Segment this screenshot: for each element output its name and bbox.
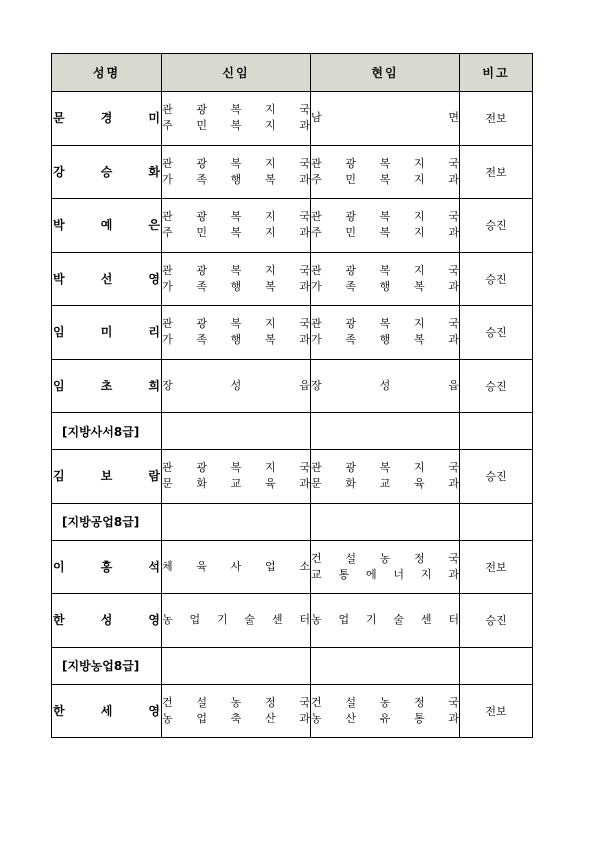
new-post-cell-line-1: 관 광 복 지 국 bbox=[162, 461, 310, 475]
table-row bbox=[52, 145, 533, 199]
new-post-cell-line-2: 가 족 행 복 과 bbox=[162, 279, 310, 293]
section-label: [지방공업8급] bbox=[52, 503, 162, 540]
current-post-cell bbox=[311, 92, 460, 146]
new-post-cell-line-1: 관 광 복 지 국 bbox=[162, 263, 310, 277]
person-name bbox=[52, 594, 162, 648]
new-post-cell-line-1: 건 설 농 정 국 bbox=[162, 695, 310, 709]
current-post-cell-line-2: 가 족 행 복 과 bbox=[311, 279, 459, 293]
note-cell: 승진 bbox=[460, 199, 533, 253]
new-post-cell-line-1: 장 성 읍 bbox=[162, 378, 310, 392]
new-post-cell-line-2: 문 화 교 육 과 bbox=[162, 477, 310, 491]
current-post-cell-line-1: 관 광 복 지 국 bbox=[311, 263, 459, 277]
note-cell: 전보 bbox=[460, 684, 533, 738]
person-name-text: 이 홍 석 bbox=[53, 559, 160, 574]
table-row bbox=[52, 540, 533, 594]
person-name-text: 한 성 영 bbox=[53, 613, 160, 628]
current-post-cell bbox=[311, 594, 460, 648]
section-row bbox=[52, 413, 533, 450]
person-name bbox=[52, 306, 162, 360]
person-name-text: 임 미 리 bbox=[53, 325, 160, 340]
personnel-table bbox=[51, 53, 533, 738]
current-post-cell-line-1: 관 광 복 지 국 bbox=[311, 156, 459, 170]
person-name-text: 박 예 은 bbox=[53, 218, 160, 233]
table-row bbox=[52, 252, 533, 306]
note-cell: 전보 bbox=[460, 92, 533, 146]
person-name bbox=[52, 252, 162, 306]
current-post-cell-line-2: 교 통 에 너 지 과 bbox=[311, 567, 459, 581]
person-name bbox=[52, 199, 162, 253]
current-post-cell-line-2: 주 민 복 지 과 bbox=[311, 172, 459, 186]
section-row bbox=[52, 647, 533, 684]
new-post-cell-line-1: 관 광 복 지 국 bbox=[162, 317, 310, 331]
new-post-cell-line-1: 농 업 기 술 센 터 bbox=[162, 613, 310, 627]
empty-cell bbox=[162, 413, 311, 450]
new-post-cell bbox=[162, 684, 311, 738]
note-cell: 전보 bbox=[460, 540, 533, 594]
table-row bbox=[52, 684, 533, 738]
table-row bbox=[52, 306, 533, 360]
new-post-cell-line-1: 관 광 복 지 국 bbox=[162, 156, 310, 170]
table-row bbox=[52, 92, 533, 146]
new-post-cell bbox=[162, 92, 311, 146]
current-post-cell-line-2: 농 산 유 통 과 bbox=[311, 711, 459, 725]
new-post-cell-line-2: 가 족 행 복 과 bbox=[162, 333, 310, 347]
table-row bbox=[52, 359, 533, 413]
person-name-text: 임 초 희 bbox=[53, 378, 160, 393]
new-post-cell-line-1: 관 광 복 지 국 bbox=[162, 103, 310, 117]
person-name bbox=[52, 145, 162, 199]
current-post-cell bbox=[311, 145, 460, 199]
new-post-cell bbox=[162, 594, 311, 648]
new-post-cell-line-2: 주 민 복 지 과 bbox=[162, 226, 310, 240]
new-post-cell bbox=[162, 199, 311, 253]
empty-cell bbox=[311, 413, 460, 450]
new-post-cell bbox=[162, 306, 311, 360]
section-row bbox=[52, 503, 533, 540]
person-name-text: 한 세 영 bbox=[53, 703, 160, 718]
empty-cell bbox=[460, 413, 533, 450]
header-new-post: 신임 bbox=[162, 54, 311, 92]
current-post-cell bbox=[311, 199, 460, 253]
note-cell: 승진 bbox=[460, 359, 533, 413]
empty-cell bbox=[311, 503, 460, 540]
new-post-cell bbox=[162, 359, 311, 413]
current-post-cell-line-2: 가 족 행 복 과 bbox=[311, 333, 459, 347]
person-name-text: 박 선 영 bbox=[53, 271, 160, 286]
table-row bbox=[52, 450, 533, 504]
section-label: [지방사서8급] bbox=[52, 413, 162, 450]
current-post-cell-line-1: 건 설 농 정 국 bbox=[311, 551, 459, 565]
person-name-text: 문 경 미 bbox=[53, 111, 160, 126]
current-post-cell-line-1: 관 광 복 지 국 bbox=[311, 461, 459, 475]
header-note: 비고 bbox=[460, 54, 533, 92]
header-name: 성명 bbox=[52, 54, 162, 92]
table-body bbox=[52, 92, 533, 738]
person-name bbox=[52, 359, 162, 413]
note-cell: 승진 bbox=[460, 594, 533, 648]
current-post-cell-line-2: 주 민 복 지 과 bbox=[311, 226, 459, 240]
current-post-cell-line-1: 농 업 기 술 센 터 bbox=[311, 613, 459, 627]
note-cell: 승진 bbox=[460, 450, 533, 504]
current-post-cell-line-1: 관 광 복 지 국 bbox=[311, 210, 459, 224]
current-post-cell-line-1: 관 광 복 지 국 bbox=[311, 317, 459, 331]
person-name-text: 김 보 람 bbox=[53, 469, 160, 484]
person-name bbox=[52, 92, 162, 146]
new-post-cell-line-1: 관 광 복 지 국 bbox=[162, 210, 310, 224]
current-post-cell bbox=[311, 540, 460, 594]
empty-cell bbox=[162, 647, 311, 684]
current-post-cell bbox=[311, 450, 460, 504]
current-post-cell-line-1: 장 성 읍 bbox=[311, 378, 459, 392]
empty-cell bbox=[311, 647, 460, 684]
current-post-cell-line-2: 문 화 교 육 과 bbox=[311, 477, 459, 491]
new-post-cell-line-2: 가 족 행 복 과 bbox=[162, 172, 310, 186]
current-post-cell bbox=[311, 306, 460, 360]
current-post-cell bbox=[311, 359, 460, 413]
note-cell: 전보 bbox=[460, 145, 533, 199]
note-cell: 승진 bbox=[460, 306, 533, 360]
empty-cell bbox=[162, 503, 311, 540]
new-post-cell-line-2: 주 민 복 지 과 bbox=[162, 119, 310, 133]
person-name bbox=[52, 450, 162, 504]
new-post-cell-line-2: 농 업 축 산 과 bbox=[162, 711, 310, 725]
current-post-cell bbox=[311, 252, 460, 306]
note-cell: 승진 bbox=[460, 252, 533, 306]
empty-cell bbox=[460, 647, 533, 684]
person-name bbox=[52, 540, 162, 594]
section-label: [지방농업8급] bbox=[52, 647, 162, 684]
current-post-cell-line-1: 건 설 농 정 국 bbox=[311, 695, 459, 709]
new-post-cell bbox=[162, 540, 311, 594]
current-post-cell bbox=[311, 684, 460, 738]
person-name-text: 강 승 화 bbox=[53, 164, 160, 179]
new-post-cell bbox=[162, 252, 311, 306]
new-post-cell bbox=[162, 450, 311, 504]
current-post-cell-line-1: 남 면 bbox=[311, 111, 459, 125]
empty-cell bbox=[460, 503, 533, 540]
person-name bbox=[52, 684, 162, 738]
header-current-post: 현임 bbox=[311, 54, 460, 92]
table-row bbox=[52, 199, 533, 253]
table-row bbox=[52, 594, 533, 648]
new-post-cell-line-1: 체 육 사 업 소 bbox=[162, 559, 310, 573]
table-header-row bbox=[52, 54, 533, 92]
new-post-cell bbox=[162, 145, 311, 199]
